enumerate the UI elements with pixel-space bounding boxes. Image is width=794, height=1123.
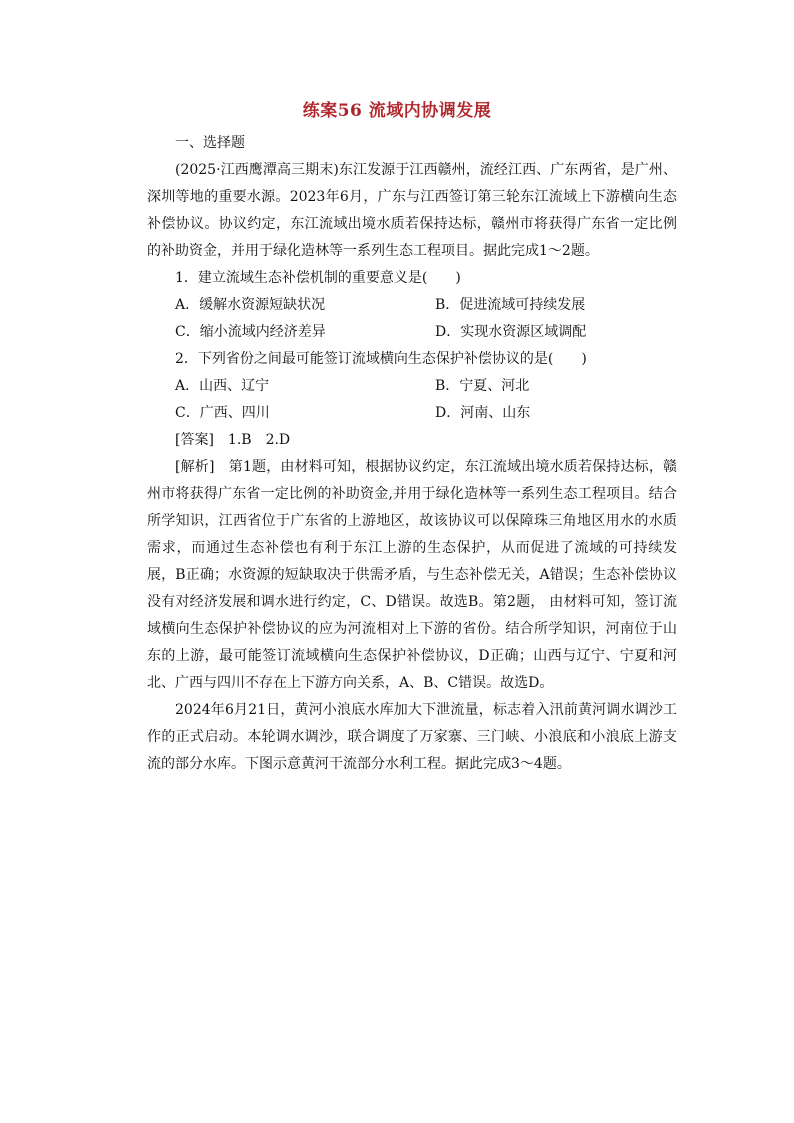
document-body [147,130,677,778]
question-1-option-d: D．实现水资源区域调配 [435,324,587,340]
question-2-option-c: C．广西、四川 [175,405,270,421]
question-2-option-b: B．宁夏、河北 [435,378,530,394]
question-1-stem: 1．建立流域生态补偿机制的重要意义是( ) [175,270,461,286]
answer-line: [答案] 1.B 2.D [175,432,291,448]
material-paragraph-1: (2025·江西鹰潭高三期末)东江发源于江西赣州，流经江西、广东两省，是广州、深圳等地的重要水源。2023年6月，广东与江西签订第三轮东江流域上下游横向生态补偿协议。协议约定，东江流域出境水质若保持达标，赣州市将获得广东省一定比例的补助资金，并用于绿化造林等一系列生态工程项目。据此完成1～2题。 [147,162,677,259]
page-title: 练案56 流域内协调发展 [302,101,492,121]
analysis-paragraph: [解析] 第1题，由材料可知，根据协议约定，东江流域出境水质若保持达标，赣州市将获得广东省一定比例的补助资金,并用于绿化造林等一系列生态工程项目。结合所学知识，江西省位于广东省的上游地区，故该协议可以保障珠三角地区用水的水质需求，而通过生态补偿也有利于东江上游的生态保护，从而促进了流域的可持续发展，B正确；水资源的短缺取决于供需矛盾，与生态补偿无关，A错误；生态补偿协议没有对经济发展和调水进行约定，C、D错误。故选B。第2题， 由材料可知，签订流域横向生态保护补偿协议的应为河流相对上下游的省份。结合所学知识，河南位于山东的上游，最可能签订流域横向生态保护补偿协议，D正确；山西与辽宁、宁夏和河北、广西与四川不存在上下游方向关系，A、B、C错误。故选D。 [147,459,677,691]
question-1-option-b: B．促进流域可持续发展 [435,297,586,313]
question-2-option-a: A．山西、辽宁 [175,378,270,394]
question-1-options [147,292,677,346]
question-2-options [147,373,677,427]
question-1-option-a: A．缓解水资源短缺状况 [175,297,326,313]
material-paragraph-2: 2024年6月21日，黄河小浪底水库加大下泄流量，标志着入汛前黄河调水调沙工作的正式启动。本轮调水调沙，联合调度了万家寨、三门峡、小浪底和小浪底上游支流的部分水库。下图示意黄河干流部分水利工程。据此完成3～4题。 [147,702,677,772]
section-heading: 一、选择题 [175,135,245,151]
question-1-option-c: C．缩小流域内经济差异 [175,324,326,340]
question-2-stem: 2．下列省份之间最可能签订流域横向生态保护补偿协议的是( ) [175,351,587,367]
question-2-option-d: D．河南、山东 [435,405,531,421]
